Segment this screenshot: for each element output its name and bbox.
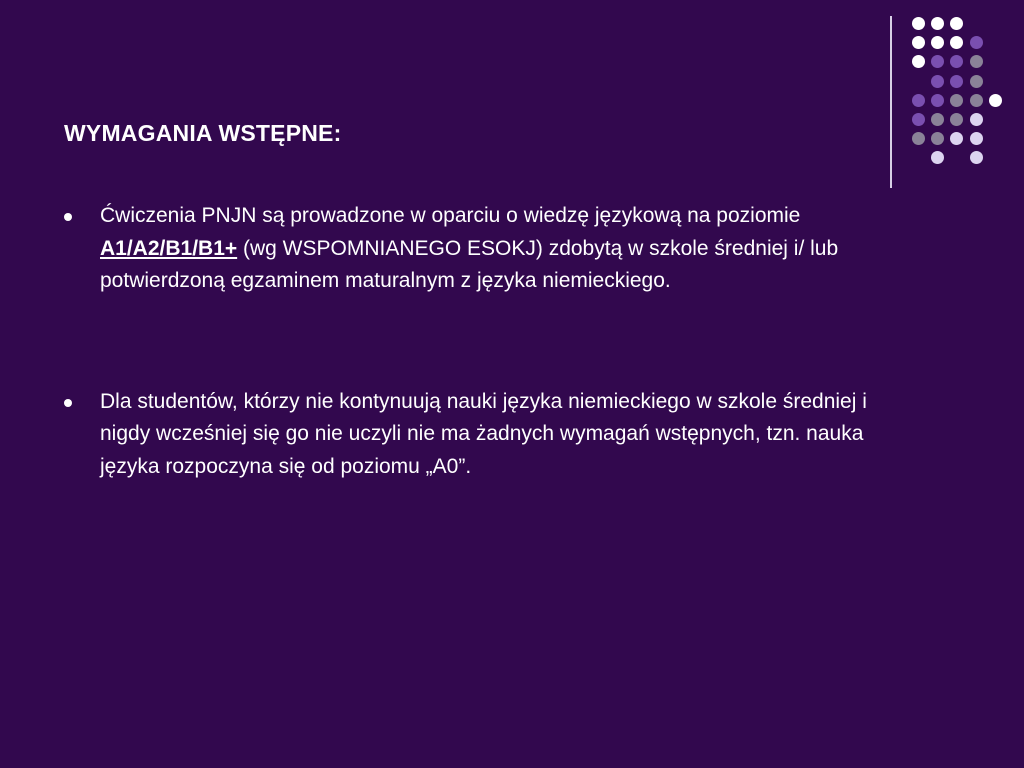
decorative-dot: [950, 17, 963, 30]
decorative-dot: [912, 55, 925, 68]
decorative-dot: [912, 94, 925, 107]
slide-title: WYMAGANIA WSTĘPNE:: [64, 120, 342, 146]
decorative-dot: [970, 55, 983, 68]
decorative-dot: [931, 17, 944, 30]
bullet-list: [60, 200, 920, 483]
bullet-dot-icon: [64, 399, 72, 407]
decorative-dot: [931, 55, 944, 68]
decorative-dot: [950, 113, 963, 126]
decorative-dot: [970, 36, 983, 49]
decorative-dot-grid: [0, 0, 1024, 200]
decorative-dot: [931, 132, 944, 145]
decorative-dot: [912, 36, 925, 49]
decorative-dot: [970, 75, 983, 88]
decorative-dot: [989, 94, 1002, 107]
bullet-1-levels-emphasis: A1/A2/B1/B1+: [100, 236, 238, 260]
decorative-dot: [931, 151, 944, 164]
decorative-dot: [970, 113, 983, 126]
decorative-dot: [950, 94, 963, 107]
bullet-dot-icon: [64, 213, 72, 221]
bullet-item-2: [60, 386, 920, 484]
decorative-dot: [970, 132, 983, 145]
decorative-dot: [950, 36, 963, 49]
bullet-1-text-before: Ćwiczenia PNJN są prowadzone w oparciu o wiedzę językową na poziomie: [100, 204, 801, 227]
decorative-dot: [912, 17, 925, 30]
decorative-dot: [931, 36, 944, 49]
decorative-dot: [931, 94, 944, 107]
bullet-1-text-after: (wg WSPOMNIANEGO ESOKJ) zdobytą w szkole średniej i/ lub potwierdzoną egzaminem maturalnym z języka niemieckiego.: [100, 236, 839, 292]
decorative-dot: [950, 55, 963, 68]
decorative-dot: [931, 113, 944, 126]
vertical-divider-line: [890, 16, 892, 188]
decorative-dot: [950, 132, 963, 145]
bullet-2-text: Dla studentów, którzy nie kontynuują nauki języka niemieckiego w szkole średniej i nigdy wcześniej się go nie uczyli nie ma żadnych wymagań wstępnych, tzn. nauka języka rozpoczyna się od poziomu „A0”.: [100, 389, 867, 478]
decorative-dot: [970, 94, 983, 107]
decorative-dot: [912, 113, 925, 126]
decorative-dot: [970, 151, 983, 164]
decorative-dot: [912, 132, 925, 145]
decorative-dot: [950, 75, 963, 88]
bullet-item-1: [60, 200, 920, 298]
decorative-dot: [931, 75, 944, 88]
